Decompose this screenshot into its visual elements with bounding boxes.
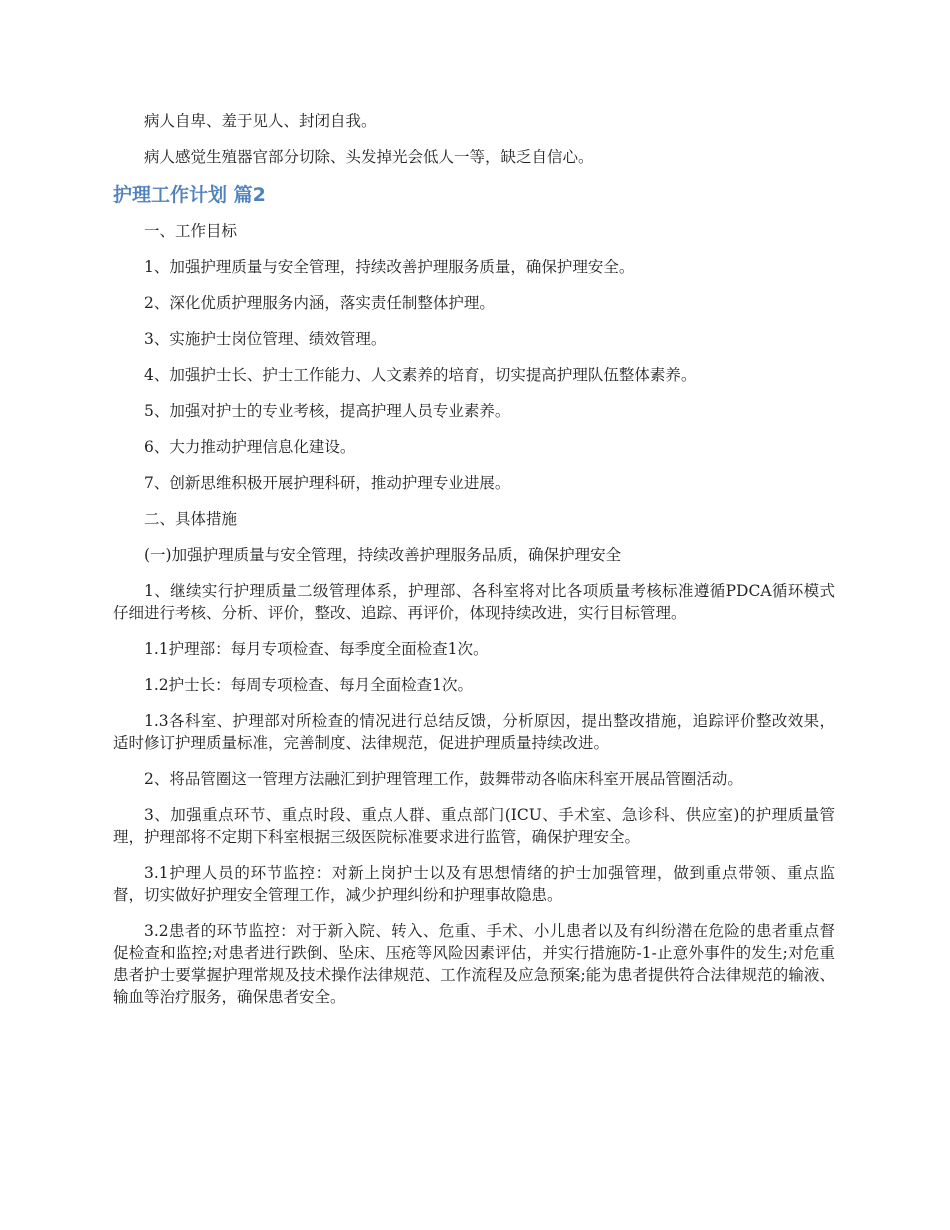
paragraph: 2、深化优质护理服务内涵，落实责任制整体护理。 — [144, 294, 495, 312]
paragraph: 3、加强重点环节、重点时段、重点人群、重点部门(ICU、手术室、急诊科、供应室)的护理质量管理，护理部将不定期下科室根据三级医院标准要求进行监管，确保护理安全。 — [113, 806, 835, 846]
paragraph: 3、实施护士岗位管理、绩效管理。 — [144, 330, 387, 348]
paragraph: 5、加强对护士的专业考核，提高护理人员专业素养。 — [144, 402, 511, 420]
paragraph: 1.3各科室、护理部对所检查的情况进行总结反馈，分析原因，提出整改措施，追踪评价整改效果，适时修订护理质量标准，完善制度、法律规范，促进护理质量持续改进。 — [113, 712, 835, 752]
paragraph: 1、继续实行护理质量二级管理体系，护理部、各科室将对比各项质量考核标准遵循PDCA循环模式仔细进行考核、分析、评价，整改、追踪、再评价，体现持续改进，实行目标管理。 — [113, 582, 835, 622]
paragraph: 6、大力推动护理信息化建设。 — [144, 438, 356, 456]
paragraph: 2、将品管圈这一管理方法融汇到护理管理工作，鼓舞带动各临床科室开展品管圈活动。 — [144, 770, 743, 788]
paragraph: 一、工作目标 — [144, 222, 238, 240]
paragraph: 1、加强护理质量与安全管理，持续改善护理服务质量，确保护理安全。 — [144, 258, 635, 276]
document-page — [113, 110, 835, 1022]
paragraph: 1.1护理部：每月专项检查、每季度全面检查1次。 — [144, 640, 489, 658]
section-heading: 护理工作计划 篇2 — [113, 184, 266, 206]
paragraph: 4、加强护士长、护士工作能力、人文素养的培育，切实提高护理队伍整体素养。 — [144, 366, 697, 384]
paragraph: 3.2患者的环节监控：对于新入院、转入、危重、手术、小儿患者以及有纠纷潜在危险的患者重点督促检查和监控;对患者进行跌倒、坠床、压疮等风险因素评估，并实行措施防-1-止意外事件的发生;对危重患者护士要掌握护理常规及技术操作法律规范、工作流程及应急预案;能为患者提供符合法律规范的输液、输血等治疗服务，确保患者安全。 — [113, 922, 835, 1006]
paragraph: 7、创新思维积极开展护理科研，推动护理专业进展。 — [144, 474, 511, 492]
paragraph: 3.1护理人员的环节监控：对新上岗护士以及有思想情绪的护士加强管理，做到重点带领、重点监督，切实做好护理安全管理工作，减少护理纠纷和护理事故隐患。 — [113, 864, 835, 904]
paragraph: (一)加强护理质量与安全管理，持续改善护理服务品质，确保护理安全 — [144, 546, 622, 564]
paragraph: 1.2护士长：每周专项检查、每月全面检查1次。 — [144, 676, 474, 694]
paragraph: 病人感觉生殖器官部分切除、头发掉光会低人一等，缺乏自信心。 — [144, 148, 594, 166]
paragraph: 二、具体措施 — [144, 510, 238, 528]
paragraph: 病人自卑、羞于见人、封闭自我。 — [144, 112, 377, 130]
